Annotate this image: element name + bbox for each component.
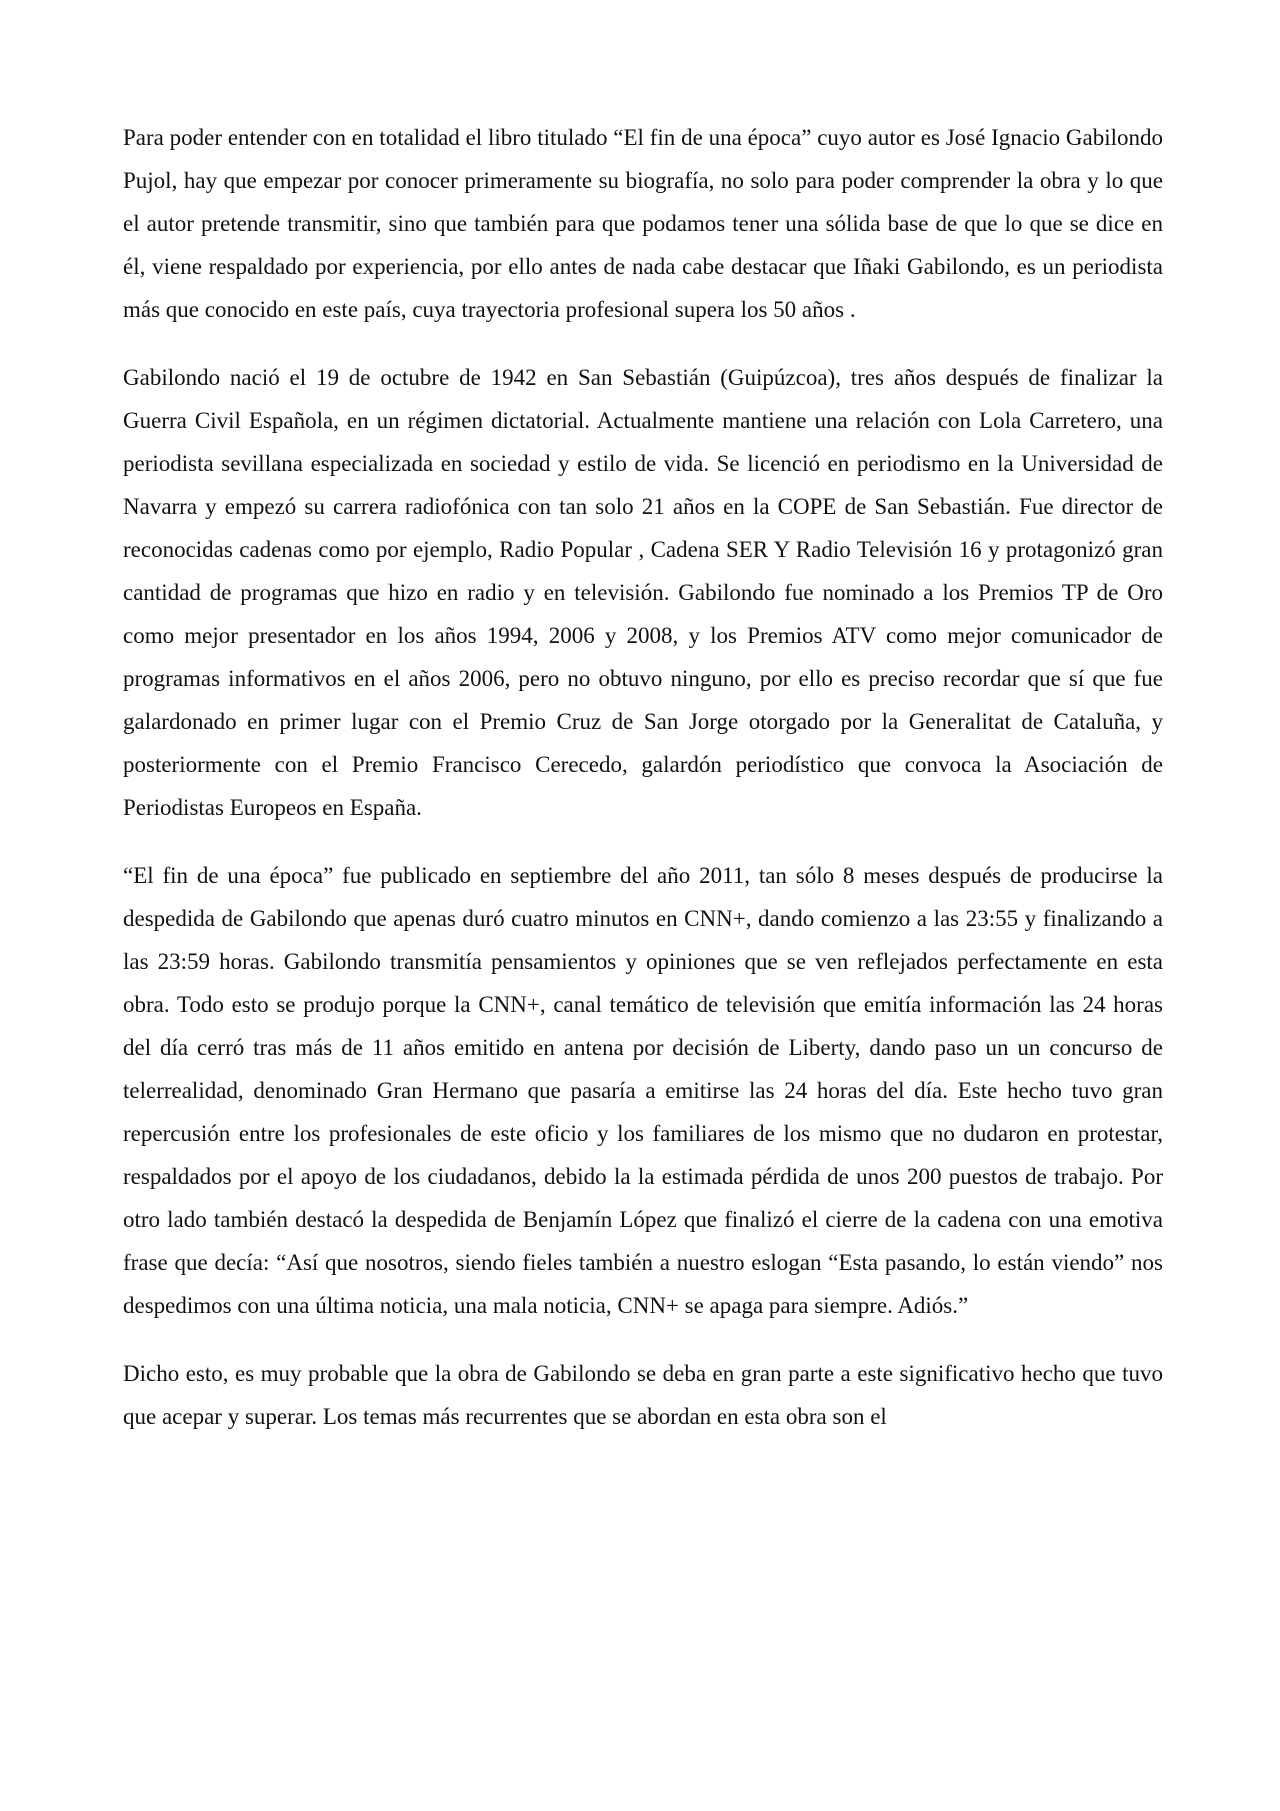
paragraph-biography-career: Gabilondo nació el 19 de octubre de 1942 en San Sebastián (Guipúzcoa), tres años después de finalizar la Guerra Civil Española, en un régimen dictatorial. Actualmente mantiene una relación con Lola Carretero, una periodista sevillana especializada en sociedad y estilo de vida. Se licenció en periodismo en la Universidad de Navarra y empezó su carrera radiofónica con tan solo 21 años en la COPE de San Sebastián. Fue director de reconocidas cadenas como por ejemplo, Radio Popular , Cadena SER Y Radio Televisión 16 y protagonizó gran cantidad de programas que hizo en radio y en televisión. Gabilondo fue nominado a los Premios TP de Oro como mejor presentador en los años 1994, 2006 y 2008, y los Premios ATV como mejor comunicador de programas informativos en el años 2006, pero no obtuvo ninguno, por ello es preciso recordar que sí que fue galardonado en primer lugar con el Premio Cruz de San Jorge otorgado por la Generalitat de Cataluña, y posteriormente con el Premio Francisco Cerecedo, galardón periodístico que convoca la Asociación de Periodistas Europeos en España. (123, 365, 1163, 820)
paragraph-themes: Dicho esto, es muy probable que la obra de Gabilondo se deba en gran parte a este significativo hecho que tuvo que acepar y superar. Los temas más recurrentes que se abordan en esta obra son el (123, 1361, 1163, 1429)
document-body (123, 116, 1163, 1463)
paragraph-biography-intro: Para poder entender con en totalidad el libro titulado “El fin de una época” cuyo autor es José Ignacio Gabilondo Pujol, hay que empezar por conocer primeramente su biografía, no solo para poder comprender la obra y lo que el autor pretende transmitir, sino que también para que podamos tener una sólida base de que lo que se dice en él, viene respaldado por experiencia, por ello antes de nada cabe destacar que Iñaki Gabilondo, es un periodista más que conocido en este país, cuya trayectoria profesional supera los 50 años . (123, 125, 1163, 322)
paragraph-publication-context: “El fin de una época” fue publicado en septiembre del año 2011, tan sólo 8 meses después de producirse la despedida de Gabilondo que apenas duró cuatro minutos en CNN+, dando comienzo a las 23:55 y finalizando a las 23:59 horas. Gabilondo transmitía pensamientos y opiniones que se ven reflejados perfectamente en esta obra. Todo esto se produjo porque la CNN+, canal temático de televisión que emitía información las 24 horas del día cerró tras más de 11 años emitido en antena por decisión de Liberty, dando paso un un concurso de telerrealidad, denominado Gran Hermano que pasaría a emitirse las 24 horas del día. Este hecho tuvo gran repercusión entre los profesionales de este oficio y los familiares de los mismo que no dudaron en protestar, respaldados por el apoyo de los ciudadanos, debido la la estimada pérdida de unos 200 puestos de trabajo. Por otro lado también destacó la despedida de Benjamín López que finalizó el cierre de la cadena con una emotiva frase que decía: “Así que nosotros, siendo fieles también a nuestro eslogan “Esta pasando, lo están viendo” nos despedimos con una última noticia, una mala noticia, CNN+ se apaga para siempre. Adiós.” (123, 863, 1163, 1318)
